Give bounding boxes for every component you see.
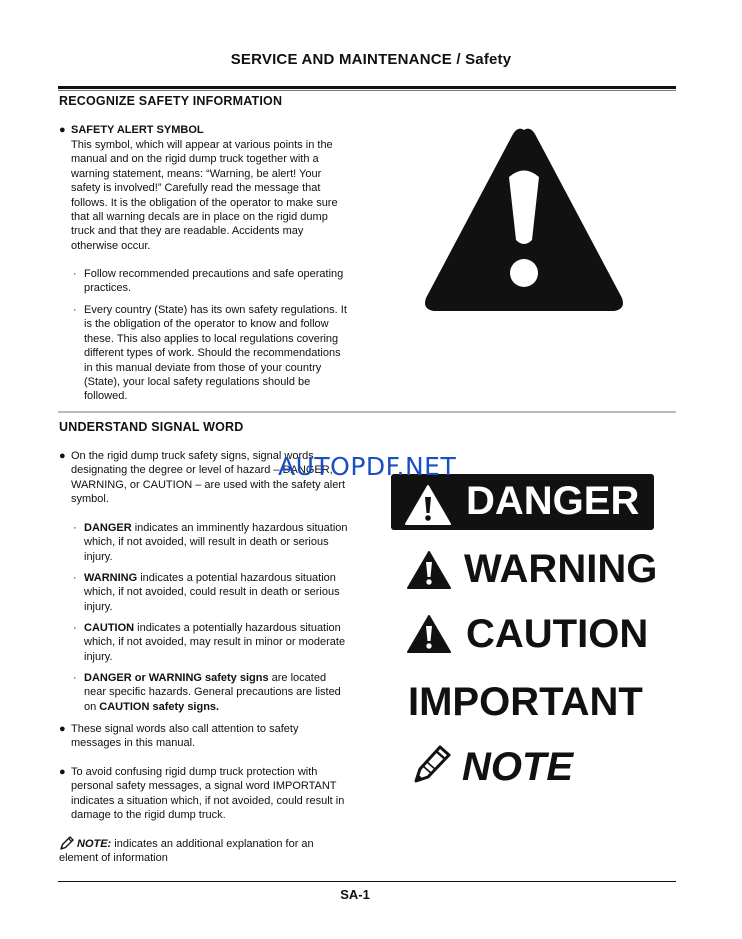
sub-bullet-dot: · <box>73 622 77 634</box>
warning-sign-label: WARNING <box>464 547 658 591</box>
safety-alert-triangle-icon <box>419 122 629 318</box>
bullet-dot: ● <box>59 766 66 778</box>
sub-item-regulations: Every country (State) has its own safety regulations. It is the obligation of the operator to know and follow these. This also applies to local regulations covering different types of work. Should the recommendations in this manual deviate from those of your country (State), your local safety regulations should be followed. <box>84 304 347 403</box>
caution-alert-icon <box>406 614 452 654</box>
important-paragraph: To avoid confusing rigid dump truck protection with personal safety messages, a signal word IMPORTANT indicates a situation which, if not avoided, could result in damage to the rigid dump truck. <box>71 766 345 822</box>
page-title: SERVICE AND MAINTENANCE / Safety <box>230 51 512 68</box>
header-rule <box>58 86 676 89</box>
sub-bullet-dot: · <box>73 572 77 584</box>
sub-item-caution: CAUTION indicates a potentially hazardous situation which, if not avoided, may result in minor or moderate injury. <box>84 622 346 663</box>
header-rule-thin <box>58 90 676 91</box>
note-pencil-icon <box>59 835 75 851</box>
sub-bullet-dot: · <box>73 522 77 534</box>
danger-sign-label: DANGER <box>466 479 640 523</box>
sub-item-danger: DANGER indicates an imminently hazardous situation which, if not avoided, will result in death or serious injury. <box>84 522 348 563</box>
signal-intro-paragraph: On the rigid dump truck safety signs, signal words designating the degree or level of hazard – DANGER, WARNING, or CAUTION – are used with the safety alert symbol. <box>71 450 346 506</box>
bullet-dot: ● <box>59 723 66 735</box>
sub-item-safety-signs: DANGER or WARNING safety signs are located near specific hazards. General precautions are listed on CAUTION safety signs. <box>84 672 341 713</box>
bullet-dot: ● <box>59 450 66 462</box>
sub-item-warning: WARNING indicates a potential hazardous situation which, if not avoided, could result in death or serious injury. <box>84 572 340 613</box>
sub-item-precautions: Follow recommended precautions and safe operating practices. <box>84 268 344 295</box>
bullet-title-safety-alert: SAFETY ALERT SYMBOL <box>71 124 204 136</box>
section-heading-signal-word: UNDERSTAND SIGNAL WORD <box>59 420 244 434</box>
sub-bullet-dot: · <box>73 304 77 316</box>
danger-alert-icon <box>404 484 452 526</box>
sub-bullet-dot: · <box>73 268 77 280</box>
note-line-2: element of information <box>59 852 168 864</box>
note-sign-pencil-icon <box>412 743 452 785</box>
safety-alert-paragraph: This symbol, which will appear at various points in the manual and on the rigid dump truck together with a warning statement, means: “Warning, be alert! Your safety is involved!” Carefully read the message that follows. It is the obligation of the operator to make sure that all warning decals are in place on the rigid dump truck and that they are readable. Accidents may otherwise occur. <box>71 139 338 252</box>
section-heading-recognize: RECOGNIZE SAFETY INFORMATION <box>59 94 283 108</box>
note-line-1: NOTE: indicates an additional explanation for an <box>77 838 314 850</box>
bullet-dot: ● <box>59 124 66 136</box>
sub-bullet-dot: · <box>73 672 77 684</box>
watermark-text: AUTOPDF.NET <box>278 452 457 481</box>
warning-alert-icon <box>406 550 452 590</box>
page-number: SA-1 <box>340 887 370 902</box>
caution-sign-label: CAUTION <box>466 612 649 656</box>
important-sign-label: IMPORTANT <box>408 680 643 724</box>
note-sign-label: NOTE <box>462 745 574 789</box>
section-divider <box>58 411 676 413</box>
signal-attention-paragraph: These signal words also call attention to safety messages in this manual. <box>71 723 299 750</box>
footer-rule <box>58 881 676 882</box>
